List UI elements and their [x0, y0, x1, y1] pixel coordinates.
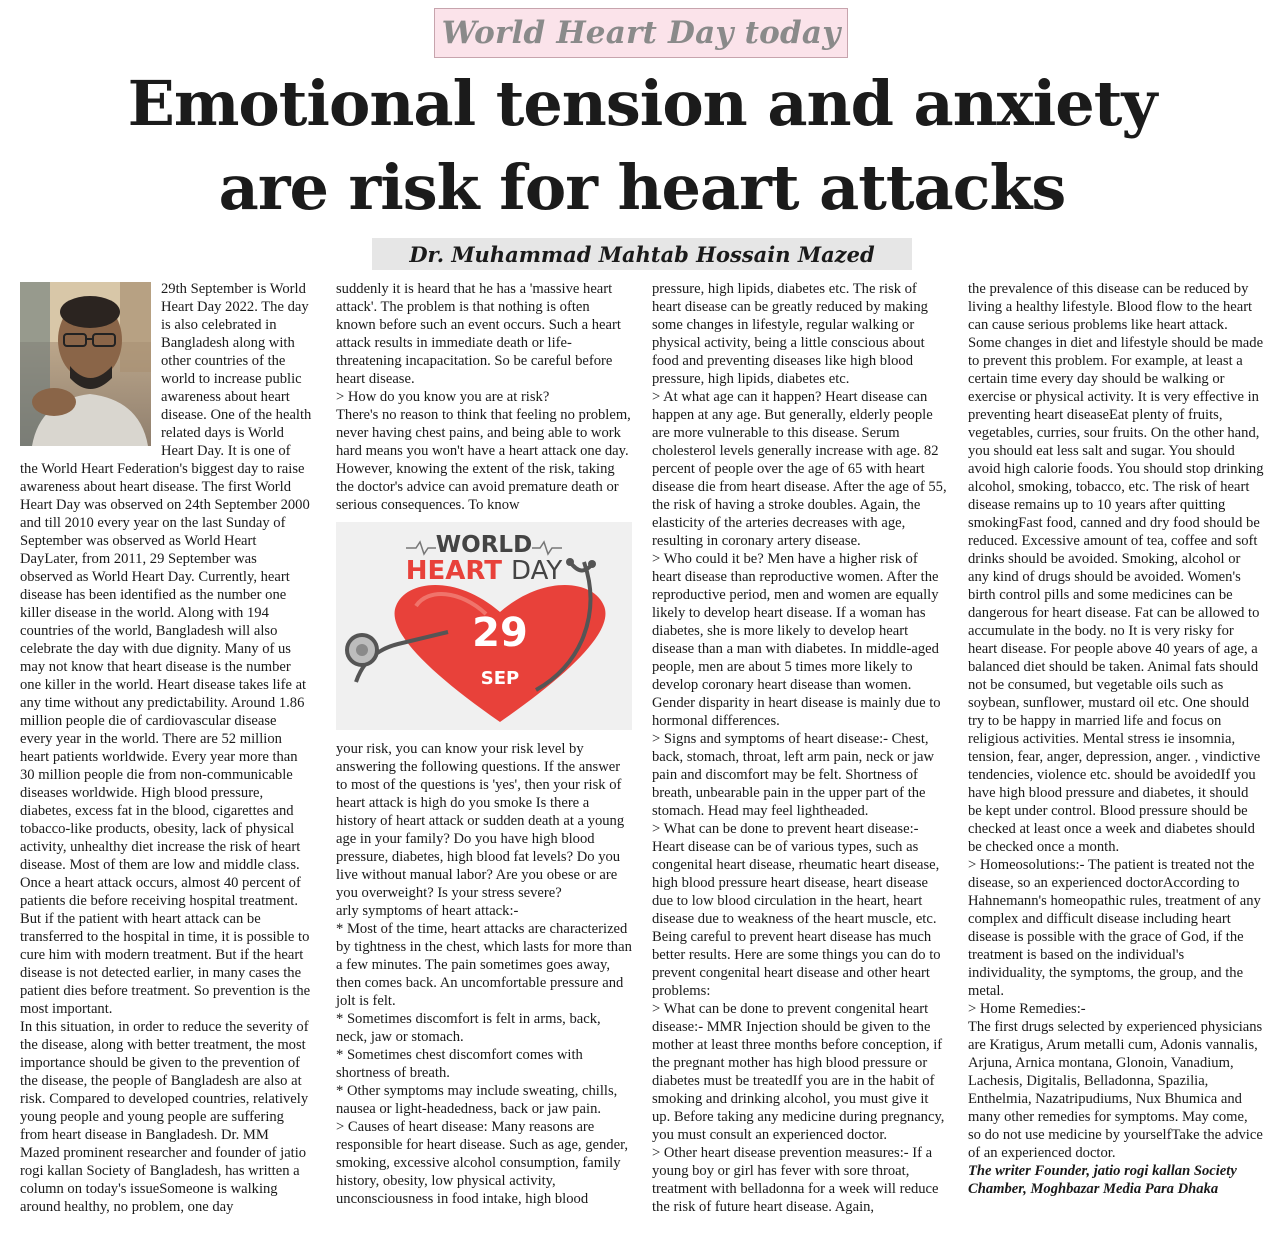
paragraph: > At what age can it happen? Heart disease can happen at any age. But generally, elderly people are more vulnerable to this disease. Serum cholesterol levels generally increase with age. 82 percent of people over the age of 65 with heart disease die from heart disease. After the age of 55, the risk of having a stroke doubles. Again, the elasticity of the arteries decreases with age, resulting in coronary artery disease.	[652, 389, 947, 549]
subheading: > How do you know you are at risk?	[336, 389, 550, 405]
graphic-day-number: 29	[472, 610, 528, 656]
paragraph: 29th September is World Heart Day 2022. The day is also celebrated in Bangladesh along with other countries of the world to increase public awareness about heart disease. One of the health related days is World Heart Day. It is one of the World Heart Federation's biggest day to raise awareness about heart disease. The first World Heart Day was observed on 24th September 2000 and till 2010 every year on the last Sunday of September was observed as World Heart DayLater, from 2011, 29 September was observed as World Heart Day. Currently, heart disease has been identified as the number one killer disease in the world. Along with 194 countries of the world, Bangladesh will also celebrate the day with due dignity. Many of us may not know that heart disease is the number one killer in the world. Heart disease takes life at any time without any predictability. Around 1.86 million people die of cardiovascular disease every year in the world. There are 52 million heart patients worldwide. Every year more than 30 million people die from non-communicable diseases worldwide. High blood pressure, diabetes, excess fat in the blood, cigarettes and tobacco-like products, obesity, lack of physical activity, unhealthy diet increase the risk of heart disease. Most of them are low and middle class. Once a heart attack occurs, almost 40 percent of patients die before receiving hospital treatment. But if the patient with heart attack can be transferred to the hospital in time, it is possible to cure him with modern treatment. But if the heart disease is not detected earlier, in many cases the patient dies before treatment. So prevention is the most important.	[20, 281, 312, 1017]
world-heart-day-graphic	[336, 522, 632, 730]
graphic-title-day: DAY	[511, 556, 563, 586]
paragraph: > Who could it be? Men have a higher risk of heart disease than reproductive women. After the reproductive period, men and women are equally likely to develop heart disease. If a woman has diabetes, she is more likely to develop heart disease than a man with diabetes. In middle-aged people, men are about 5 times more likely to develop coronary heart disease than women. Gender disparity in heart disease is mainly due to hormonal differences.	[652, 551, 941, 729]
paragraph: your risk, you can know your risk level by answering the following questions. If the answer to most of the questions is 'yes', then your risk of heart attack is high do you smoke Is there a history of heart attack or sudden death at a young age in your family? Do you have high blood pressure, diabetes, high blood fat levels? Do you live without manual labor? Are you obese or are you overweight? Is your stress severe?	[336, 741, 625, 901]
list-item: * Most of the time, heart attacks are characterized by tightness in the chest, which lasts for more than a few minutes. The pain sometimes goes away, then comes back. An uncomfortable pressure and jolt is felt.	[336, 921, 632, 1009]
paragraph: > Causes of heart disease: Many reasons are responsible for heart disease. Such as age, gender, smoking, excessive alcohol consumption, family history, obesity, low physical activity, unconsciousness in food intake, high blood	[336, 1119, 628, 1207]
kicker-banner	[434, 8, 848, 58]
paragraph: There's no reason to think that feeling no problem, never having chest pains, and being able to work hard means you won't have a heart attack one day. However, knowing the extent of the risk, taking the doctor's advice can avoid premature death or serious consequences. To know	[336, 407, 631, 513]
graphic-month: SEP	[480, 668, 520, 689]
paragraph: > What can be done to prevent congenital heart disease:- MMR Injection should be given to the mother at least three months before conception, if the pregnant mother has high blood pressure or diabetes must be treatedIf you are in the habit of smoking and drinking alcohol, you must give it up. Before taking any medicine during pregnancy, you must consult an experienced doctor.	[652, 1001, 945, 1143]
paragraph: In this situation, in order to reduce the severity of the disease, along with better treatment, the most importance should be given to the prevention of the disease, the people of Bangladesh are also at risk. Compared to developed countries, relatively young people and young people are suffering from heart disease in Bangladesh. Dr. MM Mazed prominent researcher and founder of jatio rogi kallan Society of Bangladesh, has written a column on today's issueSomeone is walking around healthy, no problem, one day	[20, 1019, 309, 1215]
author-photo	[20, 282, 151, 446]
headline	[60, 62, 1224, 230]
subheading: > Home Remedies:-	[968, 1001, 1086, 1017]
paragraph: The first drugs selected by experienced physicians are Kratigus, Arum metalli cum, Adonis vannalis, Arjuna, Arnica montana, Glonoin, Vanadium, Lachesis, Digitalis, Belladonna, Spazilia, Enthelmia, Nazatripudiums, Nux Bhumica and many other remedies for symptoms. May come, so do not use medicine by yourselfTake the advice of an experienced doctor.	[968, 1019, 1263, 1161]
paragraph: pressure, high lipids, diabetes etc. The risk of heart disease can be greatly reduced by making some changes in lifestyle, regular walking or physical activity, being a little conscious about food and preventing diseases like high blood pressure, high lipids, diabetes etc.	[652, 281, 928, 387]
column-3	[652, 280, 948, 1216]
paragraph: the prevalence of this disease can be reduced by living a healthy lifestyle. Blood flow to the heart can cause serious problems like heart attack. Some changes in diet and lifestyle should be made to prevent this problem. For example, at least a certain time every day should be walking or exercise or physical activity. It is very effective in preventing heart diseaseEat plenty of fruits, vegetables, curries, sour fruits. On the other hand, you should eat less salt and sugar. You should avoid high calorie foods. You should stop drinking alcohol, smoking, tobacco, etc. The risk of heart disease remains up to 10 years after quitting smokingFast food, canned and dry food should be reduced. Excessive amount of tea, coffee and soft drinks should be avoided. Smoking, alcohol or any kind of drugs should be avoided. Women's birth control pills and some medicines can be dangerous for heart disease. Fat can be allowed to accumulate in the body. no It is very risky for heart disease. For people above 40 years of age, a balanced diet should be taken. Animal fats should not be consumed, but vegetable oils such as soybean, sunflower, mustard oil etc. One should try to be happy in married life and focus on religious activities. Mental stress ie insomnia, tension, fear, anger, depression, anger. , vindictive tendencies, violence etc. should be avoidedIf you have high blood pressure and diabetes, it should be kept under control. Blood pressure should be checked at least once a week and diabetes should be checked once a month.	[968, 281, 1264, 855]
graphic-title-world: WORLD	[435, 532, 533, 558]
headline-line-2: are risk for heart attacks	[218, 151, 1066, 224]
kicker-text: World Heart Day today	[441, 15, 841, 51]
subheading: arly symptoms of heart attack:-	[336, 903, 519, 919]
paragraph: > Homeosolutions:- The patient is treated not the disease, so an experienced doctorAccording to Hahnemann's homeopathic rules, treatment of any complex and difficult disease including heart disease is possible with the grace of God, if the treatment is based on the individual's individuality, the symptoms, the group, and the metal.	[968, 857, 1261, 999]
paragraph: suddenly it is heard that he has a 'massive heart attack'. The problem is that nothing is often known before such an event occurs. Such a heart attack results in immediate death or life-threatening incapacitation. So be careful before heart disease.	[336, 281, 621, 387]
column-2	[336, 280, 632, 1208]
writer-signature-line-2: Chamber, Moghbazar Media Para Dhaka	[968, 1181, 1219, 1197]
graphic-title-heart-day	[336, 556, 632, 586]
list-item: * Sometimes chest discomfort comes with shortness of breath.	[336, 1047, 583, 1081]
graphic-title-heart: HEART	[405, 556, 502, 586]
byline	[372, 238, 912, 270]
column-1	[20, 280, 312, 1216]
author-portrait-icon	[20, 282, 151, 446]
headline-line-1: Emotional tension and anxiety	[127, 67, 1157, 140]
paragraph: > Other heart disease prevention measures:- If a young boy or girl has fever with sore throat, treatment with belladonna for a week will reduce the risk of future heart disease. Again,	[652, 1145, 939, 1215]
list-item: * Sometimes discomfort is felt in arms, back, neck, jaw or stomach.	[336, 1011, 601, 1045]
list-item: * Other symptoms may include sweating, chills, nausea or light-headedness, back or jaw pain.	[336, 1083, 618, 1117]
paragraph: > Signs and symptoms of heart disease:- Chest, back, stomach, throat, left arm pain, neck or jaw pain and discomfort may be felt. Shortness of breath, unbearable pain in the upper part of the stomach. Head may feel lightheaded.	[652, 731, 935, 819]
paragraph: > What can be done to prevent heart disease:- Heart disease can be of various types, such as congenital heart disease, rheumatic heart disease, high blood pressure heart disease, heart disease due to low blood circulation in the heart, heart disease due to weakness of the heart muscle, etc. Being careful to prevent heart disease has much better results. Here are some things you can do to prevent congenital heart disease and other heart problems:	[652, 821, 941, 999]
column-4	[968, 280, 1264, 1198]
author-name: Dr. Muhammad Mahtab Hossain Mazed	[409, 241, 875, 267]
writer-signature-line-1: The writer Founder, jatio rogi kallan Society	[968, 1163, 1237, 1179]
